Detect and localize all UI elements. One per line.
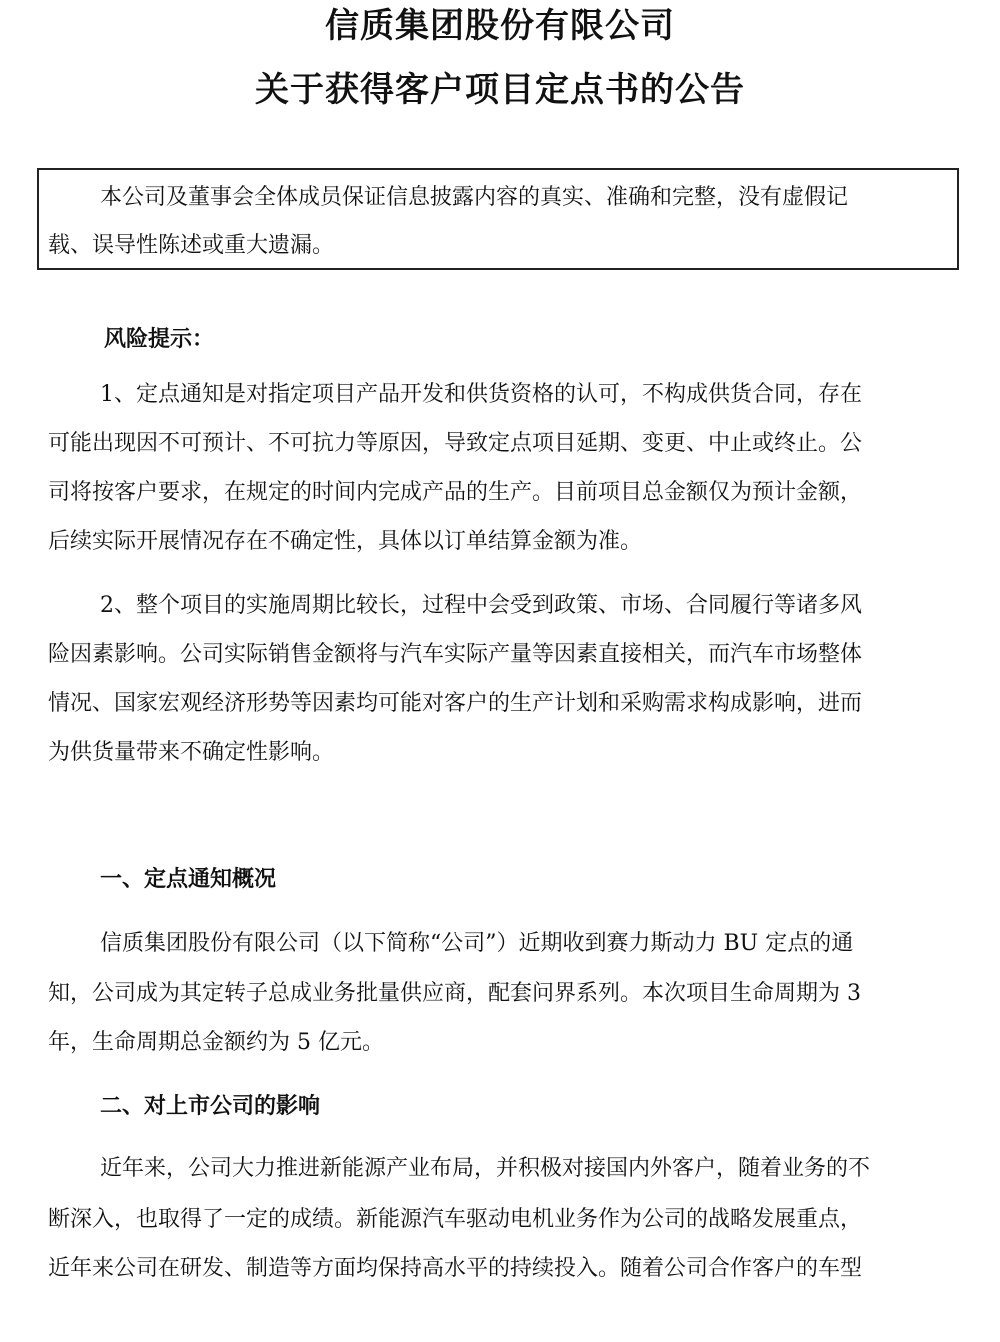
risk-item2-line-3: 情况、国家宏观经济形势等因素均可能对客户的生产计划和采购需求构成影响，进而 [48,691,863,716]
company-name: 信质集团股份有限公司 [325,6,675,46]
risk-item2-line-2: 险因素影响。公司实际销售金额将与汽车实际产量等因素直接相关，而汽车市场整体 [48,642,863,667]
section1-line-3: 年，生命周期总金额约为 5 亿元。 [48,1030,384,1055]
risk-heading: 风险提示： [104,327,215,352]
section2-heading: 二、对上市公司的影响 [100,1094,321,1119]
risk-item1-line-4: 后续实际开展情况存在不确定性，具体以订单结算金额为准。 [48,529,643,554]
section2-line-3: 近年来公司在研发、制造等方面均保持高水平的持续投入。随着公司合作客户的车型 [48,1256,863,1281]
section1-line-2: 知，公司成为其定转子总成业务批量供应商，配套问界系列。本次项目生命周期为 3 [48,981,861,1006]
risk-item1-line-1: 1、定点通知是对指定项目产品开发和供货资格的认可，不构成供货合同，存在 [100,382,862,407]
statement-line-1: 本公司及董事会全体成员保证信息披露内容的真实、准确和完整，没有虚假记 [100,185,849,210]
risk-item1-line-3: 司将按客户要求，在规定的时间内完成产品的生产。目前项目总金额仅为预计金额， [48,480,863,505]
risk-item2-line-4: 为供货量带来不确定性影响。 [48,740,335,765]
statement-line-2: 载、误导性陈述或重大遗漏。 [48,233,335,258]
section2-line-2: 断深入，也取得了一定的成绩。新能源汽车驱动电机业务作为公司的战略发展重点， [48,1207,863,1232]
section1-heading: 一、定点通知概况 [100,867,277,892]
risk-item2-line-1: 2、整个项目的实施周期比较长，过程中会受到政策、市场、合同履行等诸多风 [100,593,862,618]
section2-line-1: 近年来，公司大力推进新能源产业布局，并积极对接国内外客户，随着业务的不 [100,1156,871,1181]
risk-item1-line-2: 可能出现因不可预计、不可抗力等原因，导致定点项目延期、变更、中止或终止。公 [48,431,863,456]
announcement-title: 关于获得客户项目定点书的公告 [255,70,745,110]
section1-line-1: 信质集团股份有限公司（以下简称“公司”）近期收到赛力斯动力 BU 定点的通 [100,931,854,956]
